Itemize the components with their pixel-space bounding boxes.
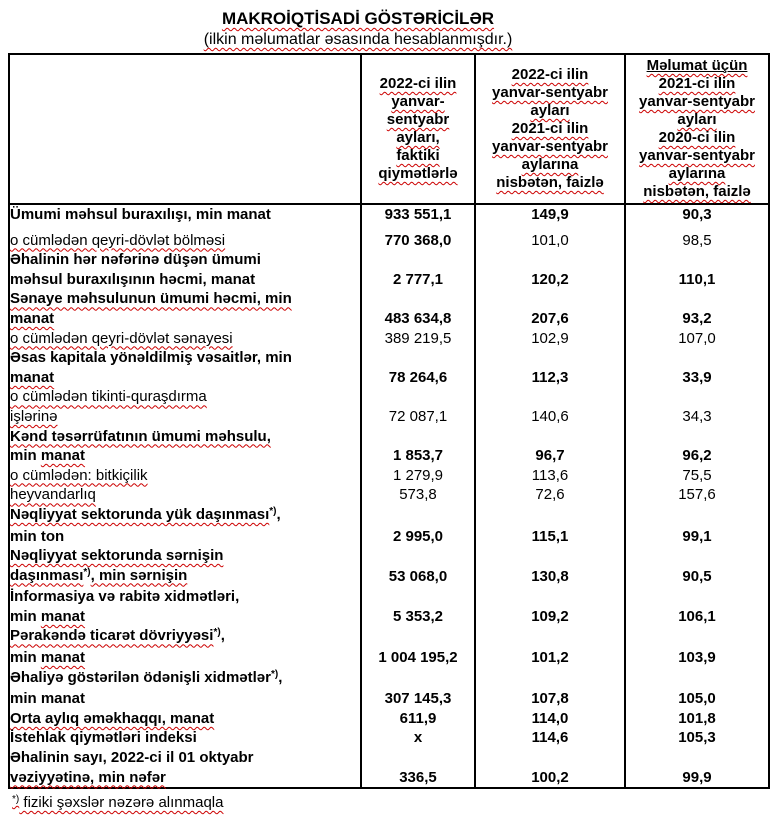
row-label: o cümlədən qeyri-dövlət sənayesi bbox=[9, 329, 361, 349]
header-col-2021-vs-2020: Məlumat üçün 2021-ci ilin yanvar-sentyabr ayları 2020-ci ilin yanvar-sentyabr aylarına nisbətən, faizlə bbox=[625, 54, 769, 204]
row-value: 114,6 bbox=[475, 728, 625, 748]
footnote-marker: *) bbox=[213, 627, 221, 639]
row-value: 72 087,1 bbox=[361, 407, 475, 427]
table-row bbox=[9, 709, 769, 729]
footnote-marker: *) bbox=[270, 668, 279, 680]
row-value: 96,7 bbox=[475, 446, 625, 466]
table-row bbox=[9, 368, 769, 388]
footnote-marker: *) bbox=[12, 794, 20, 806]
row-label: Əhalinin sayı, 2022-ci il 01 oktyabr bbox=[9, 748, 361, 768]
row-value: 107,8 bbox=[475, 689, 625, 709]
row-value: 336,5 bbox=[361, 768, 475, 789]
row-value: 483 634,8 bbox=[361, 309, 475, 329]
row-value: 112,3 bbox=[475, 368, 625, 388]
row-value: 611,9 bbox=[361, 709, 475, 729]
row-label: Ümumi məhsul buraxılışı, min manat bbox=[9, 204, 361, 225]
row-value: 98,5 bbox=[625, 231, 769, 251]
table-row bbox=[9, 587, 769, 607]
footnote bbox=[12, 793, 780, 814]
row-value: 140,6 bbox=[475, 407, 625, 427]
row-label: Nəqliyyat sektorunda yük daşınması*), bbox=[9, 505, 361, 527]
row-label: Kənd təsərrüfatının ümumi məhsulu, bbox=[9, 427, 361, 447]
macro-indicators-table bbox=[8, 53, 770, 789]
header-indicator-cell bbox=[9, 54, 361, 204]
row-value: 101,2 bbox=[475, 648, 625, 668]
row-value: 33,9 bbox=[625, 368, 769, 388]
table-row bbox=[9, 204, 769, 225]
table-row bbox=[9, 309, 769, 329]
row-value: 770 368,0 bbox=[361, 231, 475, 251]
row-value: 130,8 bbox=[475, 566, 625, 588]
row-label: heyvandarlıq bbox=[9, 485, 361, 505]
footnote-text: fiziki şəxslər nəzərə alınmaqla bbox=[19, 794, 224, 812]
row-label: Əsas kapitala yönəldilmiş vəsaitlər, min bbox=[9, 348, 361, 368]
row-label: o cümlədən: bitkiçilik bbox=[9, 466, 361, 486]
table-row bbox=[9, 348, 769, 368]
row-value: 99,9 bbox=[625, 768, 769, 789]
row-value: 107,0 bbox=[625, 329, 769, 349]
row-label: Əhaliyə göstərilən ödənişli xidmətlər*), bbox=[9, 668, 361, 690]
header-col-2022-vs-2021: 2022-ci ilin yanvar-sentyabr ayları 2021-ci ilin yanvar-sentyabr aylarına nisbətən, faizlə bbox=[475, 54, 625, 204]
row-label: Pərakəndə ticarət dövriyyəsi*), bbox=[9, 626, 361, 648]
row-label: o cümlədən tikinti-quraşdırma bbox=[9, 387, 361, 407]
row-value: 573,8 bbox=[361, 485, 475, 505]
table-row bbox=[9, 407, 769, 427]
row-value: 34,3 bbox=[625, 407, 769, 427]
table-row bbox=[9, 648, 769, 668]
table-row bbox=[9, 329, 769, 349]
row-value: 105,0 bbox=[625, 689, 769, 709]
row-label: o cümlədən qeyri-dövlət bölməsi bbox=[9, 231, 361, 251]
row-value: 113,6 bbox=[475, 466, 625, 486]
table-row bbox=[9, 466, 769, 486]
table-row bbox=[9, 768, 769, 789]
row-value: 78 264,6 bbox=[361, 368, 475, 388]
row-value: 109,2 bbox=[475, 607, 625, 627]
row-value: 120,2 bbox=[475, 270, 625, 290]
row-value: 207,6 bbox=[475, 309, 625, 329]
row-value: 101,8 bbox=[625, 709, 769, 729]
row-label: min manat bbox=[9, 689, 361, 709]
row-value: 101,0 bbox=[475, 231, 625, 251]
table-row bbox=[9, 728, 769, 748]
row-value: 1 279,9 bbox=[361, 466, 475, 486]
table-header-row bbox=[9, 54, 769, 204]
row-value: 100,2 bbox=[475, 768, 625, 789]
table-row bbox=[9, 446, 769, 466]
page-subtitle: (ilkin məlumatlar əsasında hesablanmışdır.) bbox=[203, 31, 513, 48]
table-row bbox=[9, 250, 769, 270]
table-row bbox=[9, 689, 769, 709]
table-row bbox=[9, 607, 769, 627]
row-value: 90,5 bbox=[625, 566, 769, 588]
row-label: İnformasiya və rabitə xidmətləri, bbox=[9, 587, 361, 607]
table-row bbox=[9, 270, 769, 290]
row-label: manat bbox=[9, 309, 361, 329]
row-value: 149,9 bbox=[475, 204, 625, 225]
row-value: 103,9 bbox=[625, 648, 769, 668]
table-row bbox=[9, 566, 769, 588]
row-value: 106,1 bbox=[625, 607, 769, 627]
row-value: 110,1 bbox=[625, 270, 769, 290]
table-row bbox=[9, 387, 769, 407]
table-row bbox=[9, 668, 769, 690]
row-label: min manat bbox=[9, 446, 361, 466]
row-value: 53 068,0 bbox=[361, 566, 475, 588]
row-value: 115,1 bbox=[475, 527, 625, 547]
row-label: manat bbox=[9, 368, 361, 388]
row-label: işlərinə bbox=[9, 407, 361, 427]
row-value: 1 004 195,2 bbox=[361, 648, 475, 668]
row-value: 389 219,5 bbox=[361, 329, 475, 349]
table-row bbox=[9, 527, 769, 547]
row-label: min manat bbox=[9, 607, 361, 627]
row-label: Nəqliyyat sektorunda sərnişin bbox=[9, 546, 361, 566]
title-block bbox=[8, 8, 708, 50]
table-row bbox=[9, 748, 769, 768]
header-col-2022-actual: 2022-ci ilin yanvar- sentyabr ayları, faktiki qiymətlərlə bbox=[361, 54, 475, 204]
table-row bbox=[9, 485, 769, 505]
row-value: 157,6 bbox=[625, 485, 769, 505]
row-value: 105,3 bbox=[625, 728, 769, 748]
row-value: 90,3 bbox=[625, 204, 769, 225]
row-label: məhsul buraxılışının həcmi, manat bbox=[9, 270, 361, 290]
row-value: 2 777,1 bbox=[361, 270, 475, 290]
row-value: 102,9 bbox=[475, 329, 625, 349]
table-row bbox=[9, 505, 769, 527]
table-row bbox=[9, 231, 769, 251]
row-value: x bbox=[361, 728, 475, 748]
row-label: Sənaye məhsulunun ümumi həcmi, min bbox=[9, 289, 361, 309]
row-value: 99,1 bbox=[625, 527, 769, 547]
row-value: 96,2 bbox=[625, 446, 769, 466]
row-label: Əhalinin hər nəfərinə düşən ümumi bbox=[9, 250, 361, 270]
row-label: Orta aylıq əməkhaqqı, manat bbox=[9, 709, 361, 729]
page-title: MAKROİQTİSADİ GÖSTƏRİCİLƏR bbox=[221, 9, 495, 28]
table-row bbox=[9, 427, 769, 447]
row-label: min ton bbox=[9, 527, 361, 547]
row-value: 72,6 bbox=[475, 485, 625, 505]
table-row bbox=[9, 289, 769, 309]
footnote-marker: *) bbox=[83, 566, 91, 578]
row-value: 1 853,7 bbox=[361, 446, 475, 466]
row-label: İstehlak qiymətləri indeksi bbox=[9, 728, 361, 748]
row-label: vəziyyətinə, min nəfər bbox=[9, 768, 361, 789]
row-value: 114,0 bbox=[475, 709, 625, 729]
row-label: min manat bbox=[9, 648, 361, 668]
row-value: 307 145,3 bbox=[361, 689, 475, 709]
footnote-marker: *) bbox=[269, 505, 277, 517]
row-value: 75,5 bbox=[625, 466, 769, 486]
row-value: 5 353,2 bbox=[361, 607, 475, 627]
table-row bbox=[9, 546, 769, 566]
row-value: 933 551,1 bbox=[361, 204, 475, 225]
row-value: 93,2 bbox=[625, 309, 769, 329]
row-value: 2 995,0 bbox=[361, 527, 475, 547]
table-row bbox=[9, 626, 769, 648]
row-label: daşınması*), min sərnişin bbox=[9, 566, 361, 588]
